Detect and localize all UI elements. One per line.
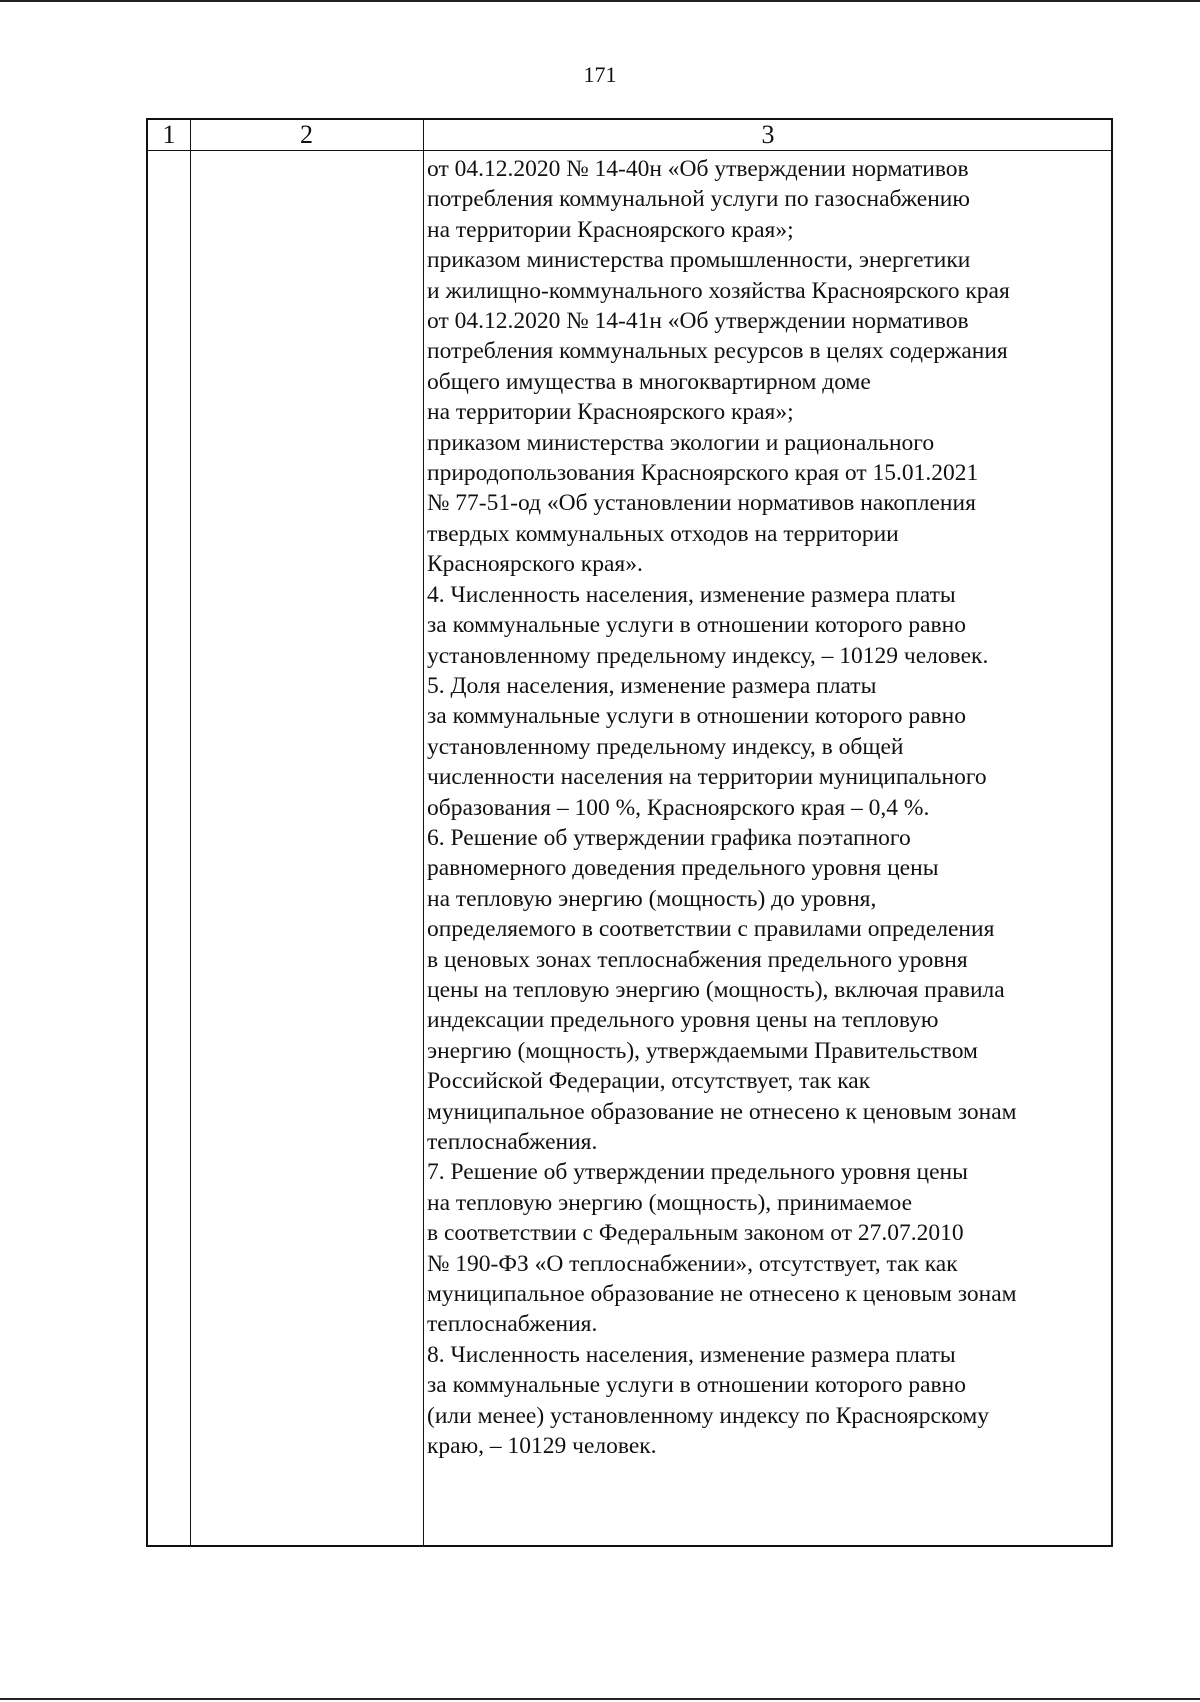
text-line: Российской Федерации, отсутствует, так как bbox=[427, 1068, 871, 1095]
text-line: численности населения на территории муниципального bbox=[427, 764, 987, 791]
text-line: краю, – 10129 человек. bbox=[427, 1433, 657, 1460]
header-row-divider bbox=[148, 150, 1111, 151]
text-line: в соответствии с Федеральным законом от 27.07.2010 bbox=[427, 1220, 964, 1247]
text-line: образования – 100 %, Красноярского края – 0,4 %. bbox=[427, 794, 930, 821]
text-line: № 190-ФЗ «О теплоснабжении», отсутствует, так как bbox=[427, 1250, 958, 1277]
text-line: от 04.12.2020 № 14-41н «Об утверждении нормативов bbox=[427, 308, 969, 335]
text-line: в ценовых зонах теплоснабжения предельного уровня bbox=[427, 946, 968, 973]
text-line: муниципальное образование не отнесено к ценовым зонам bbox=[427, 1281, 1017, 1308]
text-line: индексации предельного уровня цены на тепловую bbox=[427, 1007, 939, 1034]
text-line: установленному предельному индексу, в общей bbox=[427, 733, 904, 760]
document-table bbox=[146, 118, 1113, 1547]
text-line: 8. Численность населения, изменение размера платы bbox=[427, 1341, 956, 1368]
text-line: приказом министерства экологии и рационального bbox=[427, 429, 935, 456]
text-line: равномерного доведения предельного уровня цены bbox=[427, 855, 939, 882]
text-line: цены на тепловую энергию (мощность), включая правила bbox=[427, 976, 1005, 1003]
text-line: муниципальное образование не отнесено к ценовым зонам bbox=[427, 1098, 1017, 1125]
text-line: 6. Решение об утверждении графика поэтапного bbox=[427, 824, 911, 851]
text-line: твердых коммунальных отходов на территории bbox=[427, 520, 899, 547]
text-line: и жилищно-коммунального хозяйства Красноярского края bbox=[427, 277, 1010, 304]
column-divider-2 bbox=[423, 120, 424, 1545]
scan-edge-top bbox=[0, 0, 1200, 2]
text-line: потребления коммунальной услуги по газоснабжению bbox=[427, 186, 970, 213]
text-line: теплоснабжения. bbox=[427, 1311, 598, 1338]
text-line: природопользования Красноярского края от 15.01.2021 bbox=[427, 460, 979, 487]
text-line: на территории Красноярского края»; bbox=[427, 216, 794, 243]
column-header-1: 1 bbox=[162, 120, 176, 149]
text-line: Красноярского края». bbox=[427, 551, 643, 578]
column-3-text bbox=[427, 154, 1113, 1461]
text-line: определяемого в соответствии с правилами определения bbox=[427, 916, 995, 943]
text-line: 7. Решение об утверждении предельного уровня цены bbox=[427, 1159, 968, 1186]
scan-edge-bottom bbox=[0, 1698, 1200, 1700]
text-line: на территории Красноярского края»; bbox=[427, 399, 794, 426]
text-line: приказом министерства промышленности, энергетики bbox=[427, 247, 971, 274]
column-divider-1 bbox=[190, 120, 191, 1545]
text-line: за коммунальные услуги в отношении которого равно bbox=[427, 612, 966, 639]
text-line: за коммунальные услуги в отношении которого равно bbox=[427, 1372, 966, 1399]
text-line: 4. Численность населения, изменение размера платы bbox=[427, 581, 956, 608]
text-line: (или менее) установленному индексу по Красноярскому bbox=[427, 1402, 990, 1429]
text-line: 5. Доля населения, изменение размера платы bbox=[427, 672, 877, 699]
text-line: за коммунальные услуги в отношении которого равно bbox=[427, 703, 966, 730]
text-line: установленному предельному индексу, – 10129 человек. bbox=[427, 642, 989, 669]
text-line: общего имущества в многоквартирном доме bbox=[427, 368, 871, 395]
text-line: № 77-51-од «Об установлении нормативов накопления bbox=[427, 490, 976, 517]
column-header-2: 2 bbox=[300, 120, 313, 149]
text-line: энергию (мощность), утверждаемыми Правительством bbox=[427, 1037, 978, 1064]
column-header-3: 3 bbox=[761, 120, 775, 149]
text-line: теплоснабжения. bbox=[427, 1129, 598, 1155]
page-number: 171 bbox=[583, 62, 617, 87]
text-line: потребления коммунальных ресурсов в целях содержания bbox=[427, 338, 1008, 365]
text-line: на тепловую энергию (мощность) до уровня, bbox=[427, 885, 877, 912]
text-line: на тепловую энергию (мощность), принимаемое bbox=[427, 1189, 913, 1216]
text-line: от 04.12.2020 № 14-40н «Об утверждении нормативов bbox=[427, 156, 969, 182]
